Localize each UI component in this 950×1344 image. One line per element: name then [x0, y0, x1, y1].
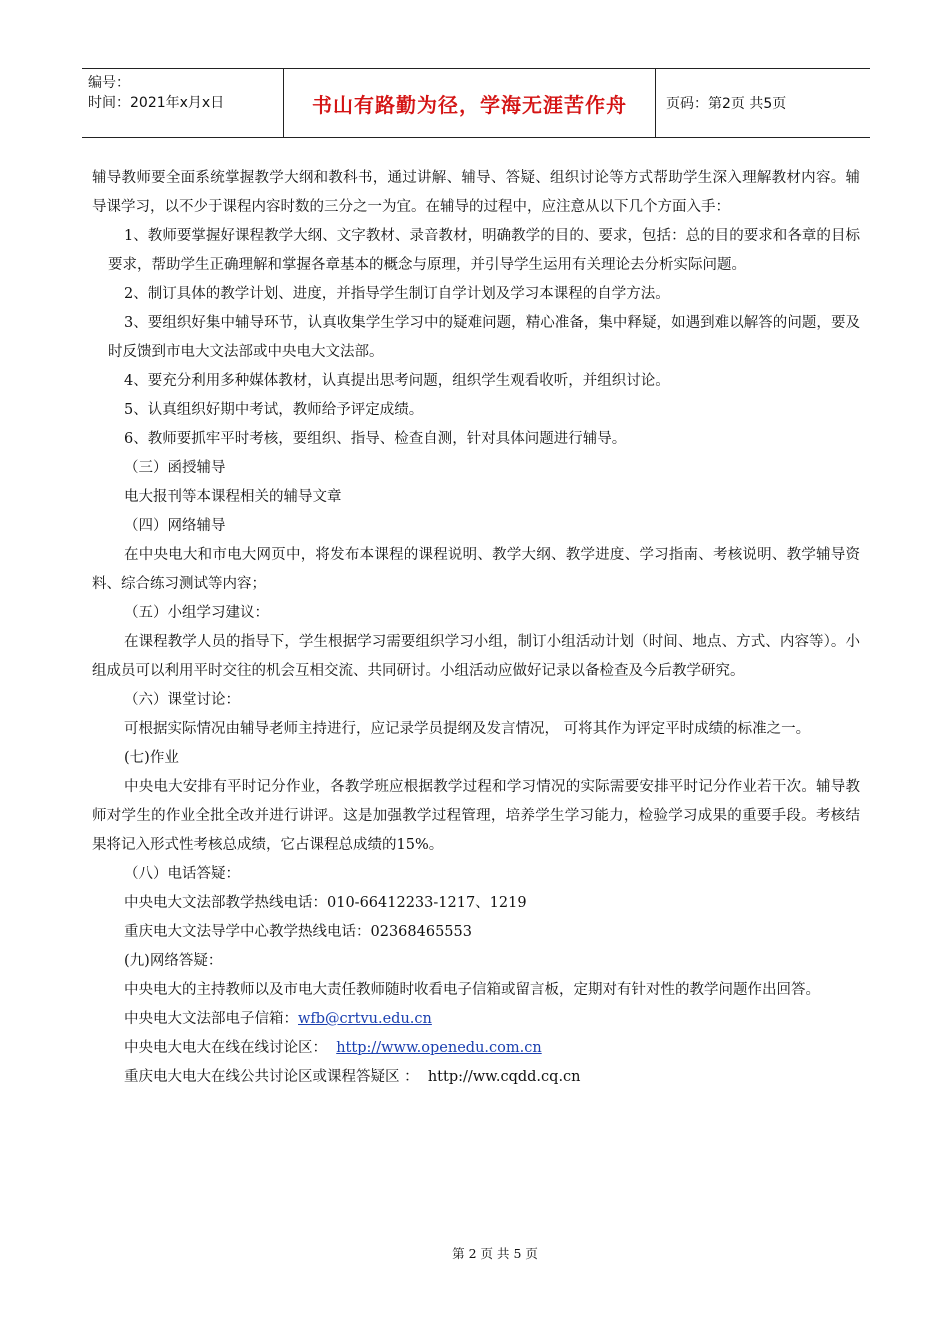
list-item: 2、制订具体的教学计划、进度，并指导学生制订自学计划及学习本课程的自学方法。: [124, 286, 670, 302]
list-item: 4、要充分利用多种媒体教材，认真提出思考问题，组织学生观看收听，并组织讨论。: [124, 373, 670, 389]
header-meta: [88, 73, 284, 113]
header-motto: 书山有路勤为径，学海无涯苦作舟: [312, 92, 627, 117]
page-header: [82, 68, 870, 138]
time-label: 时间：2021年x月x日: [88, 95, 225, 111]
footer-page-number: 第 2 页 共 5 页: [452, 1246, 538, 1261]
intro-paragraph: 辅导教师要全面系统掌握教学大纲和教科书，通过讲解、辅导、答疑、组织讨论等方式帮助学生深入理解教材内容。辅导课学习，以不少于课程内容时数的三分之一为宜。在辅导的过程中，应注意从以下几个方面入手：: [92, 170, 860, 215]
section-heading: （四）网络辅导: [124, 518, 226, 534]
email-line: [92, 1005, 860, 1034]
page-footer: [0, 1244, 950, 1262]
forum-line: [92, 1034, 860, 1063]
section-heading: （六）课堂讨论：: [124, 692, 240, 708]
cq-forum-line: [92, 1063, 860, 1092]
phone-line: 中央电大文法部教学热线电话：010-66412233-1217、1219: [124, 895, 527, 911]
paragraph: 中央电大安排有平时记分作业，各教学班应根据教学过程和学习情况的实际需要安排平时记分作业若干次。辅导教师对学生的作业全批全改并进行讲评。这是加强教学过程管理，培养学生学习能力，检验学习成果的重要手段。考核结果将记入形式性考核总成绩，它占课程总成绩的15%。: [92, 779, 860, 853]
section-heading: （五）小组学习建议：: [124, 605, 269, 621]
cq-forum-url: http://ww.cqdd.cq.cn: [427, 1069, 581, 1085]
paragraph: 在课程教学人员的指导下，学生根据学习需要组织学习小组，制订小组活动计划（时间、地点、方式、内容等）。小组成员可以利用平时交往的机会互相交流、共同研讨。小组活动应做好记录以备检查及今后教学研究。: [92, 634, 860, 679]
document-body: [92, 164, 860, 1092]
list-item: 5、认真组织好期中考试，教师给予评定成绩。: [124, 402, 424, 418]
paragraph: 在中央电大和市电大网页中，将发布本课程的课程说明、教学大纲、教学进度、学习指南、考核说明、教学辅导资料、综合练习测试等内容；: [92, 547, 860, 592]
number-label: 编号：: [88, 75, 130, 91]
list-item: 6、教师要抓牢平时考核，要组织、指导、检查自测，针对具体问题进行辅导。: [124, 431, 627, 447]
section-heading: （八）电话答疑：: [124, 866, 240, 882]
section-heading: (九)网络答疑：: [124, 953, 223, 969]
section-heading: （三）函授辅导: [124, 460, 226, 476]
forum-label: 中央电大电大在线在线讨论区：: [124, 1040, 327, 1056]
email-link[interactable]: wfb@crtvu.edu.cn: [298, 1011, 432, 1027]
forum-link[interactable]: http://www.openedu.com.cn: [336, 1040, 542, 1056]
email-label: 中央电大文法部电子信箱：: [124, 1011, 298, 1027]
cq-forum-label: 重庆电大电大在线公共讨论区或课程答疑区 ：: [124, 1069, 419, 1085]
paragraph: 中央电大的主持教师以及市电大责任教师随时收看电子信箱或留言板，定期对有针对性的教学问题作出回答。: [124, 982, 820, 998]
header-page-info: 页码：第2页 共5页: [666, 96, 787, 112]
paragraph: 电大报刊等本课程相关的辅导文章: [124, 489, 342, 505]
section-heading: (七)作业: [124, 750, 179, 766]
phone-line: 重庆电大文法导学中心教学热线电话：02368465553: [124, 924, 472, 940]
list-item: 1、教师要掌握好课程教学大纲、文字教材、录音教材，明确教学的目的、要求，包括：总的目的要求和各章的目标要求，帮助学生正确理解和掌握各章基本的概念与原理，并引导学生运用有关理论去分析实际问题。: [108, 228, 860, 273]
header-divider: [655, 69, 656, 137]
paragraph: 可根据实际情况由辅导老师主持进行，应记录学员提纲及发言情况， 可将其作为评定平时成绩的标准之一。: [124, 721, 811, 737]
list-item: 3、要组织好集中辅导环节，认真收集学生学习中的疑难问题，精心准备，集中释疑，如遇到难以解答的问题，要及时反馈到市电大文法部或中央电大文法部。: [108, 315, 860, 360]
